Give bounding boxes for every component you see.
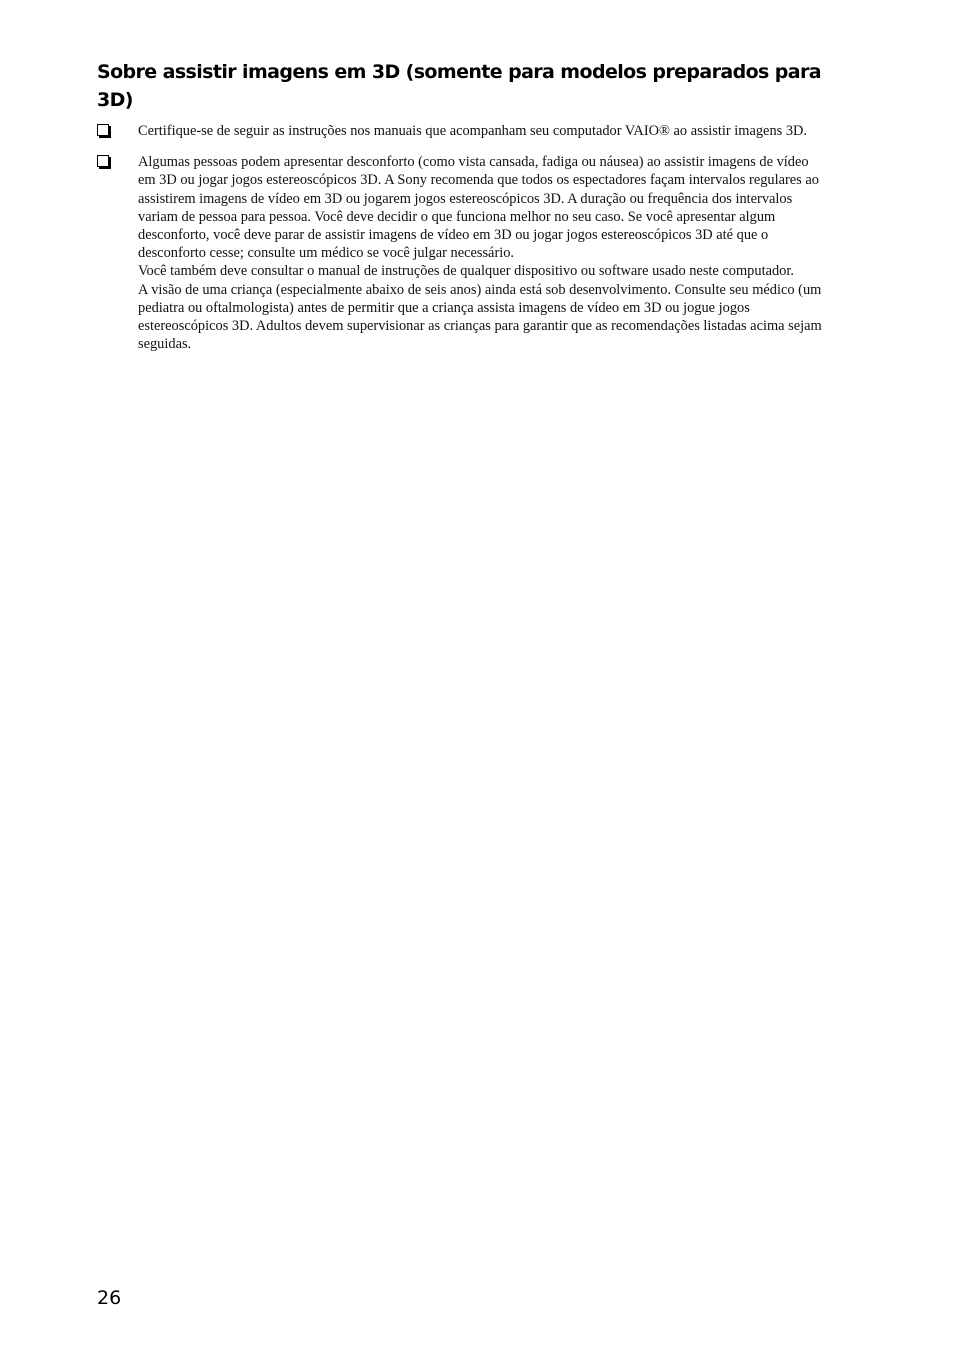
checkbox-icon [97, 124, 109, 136]
list-item [97, 122, 827, 140]
page-number: 26 [97, 1287, 122, 1309]
bullet-paragraph: Certifique-se de seguir as instruções nos manuais que acompanham seu computador VAIO® ao assistir imagens 3D. [138, 123, 808, 139]
checkbox-icon [97, 155, 109, 167]
list-item [97, 153, 827, 353]
page-heading: Sobre assistir imagens em 3D (somente para modelos preparados para 3D) [97, 61, 821, 111]
bullet-paragraph: A visão de uma criança (especialmente abaixo de seis anos) ainda está sob desenvolvimento. Consulte seu médico (um pediatra ou oftalmologista) antes de permitir que a criança assista imagens de vídeo em 3D ou jogue jogos estereoscópicos 3D. Adultos devem supervisionar as crianças para garantir que as recomendações listadas acima sejam seguidas. [138, 281, 822, 353]
bullet-paragraph: Você também deve consultar o manual de instruções de qualquer dispositivo ou software usado neste computador. [138, 263, 794, 280]
bullet-paragraph: Algumas pessoas podem apresentar desconforto (como vista cansada, fadiga ou náusea) ao assistir imagens de vídeo em 3D ou jogar jogos estereoscópicos 3D. A Sony recomenda que todos os espectadores façam intervalos regulares ao assistirem imagens de vídeo em 3D ou jogarem jogos estereoscópicos 3D. A duração ou frequência dos intervalos variam de pessoa para pessoa. Você deve decidir o que funciona melhor no seu caso. Se você apresentar algum desconforto, você deve parar de assistir imagens de vídeo em 3D ou jogar jogos estereoscópicos 3D até que o desconforto cesse; consulte um médico se você julgar necessário. [138, 154, 819, 262]
bullet-list [97, 122, 827, 366]
